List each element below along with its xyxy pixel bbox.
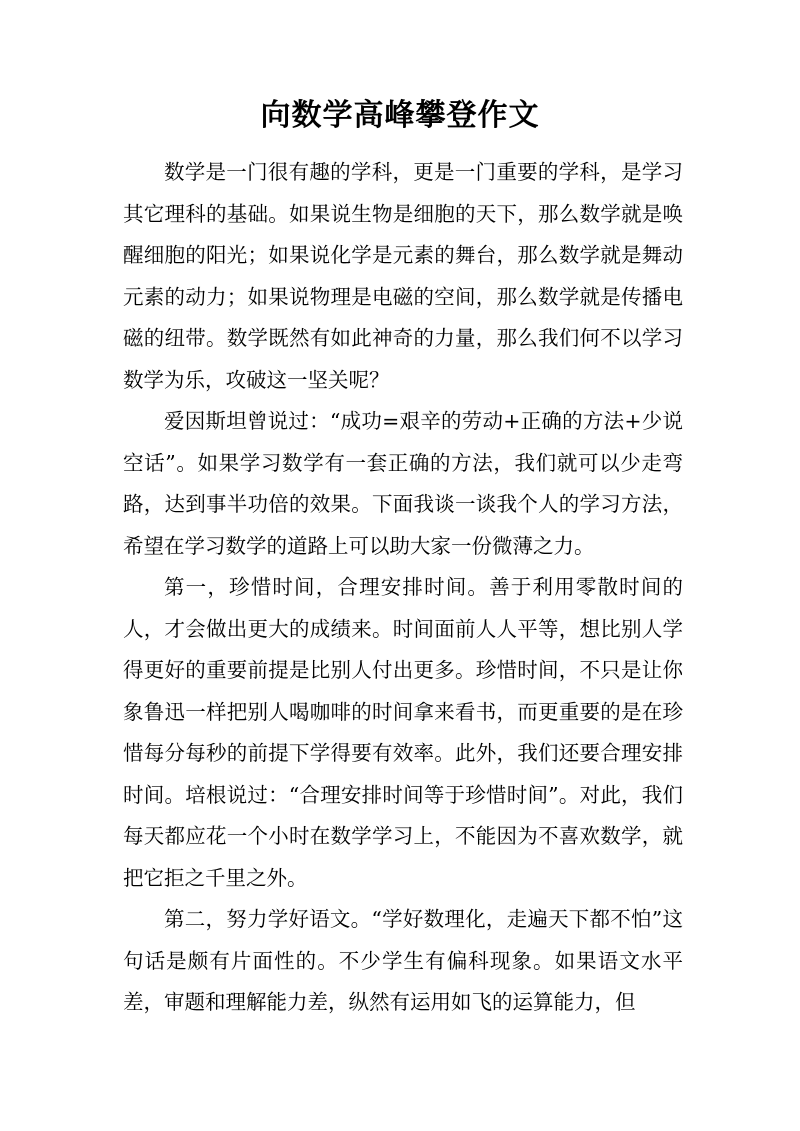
document-title: 向数学高峰攀登作文 bbox=[260, 98, 540, 133]
document-body bbox=[123, 152, 683, 1024]
paragraph-4: 第二，努力学好语文。“学好数理化，走遍天下都不怕”这句话是颇有片面性的。不少学生有偏科现象。如果语文水平差，审题和理解能力差，纵然有运用如飞的运算能力，但 bbox=[123, 907, 683, 1014]
paragraph-1: 数学是一门很有趣的学科，更是一门重要的学科，是学习其它理科的基础。如果说生物是细胞的天下，那么数学就是唤醒细胞的阳光；如果说化学是元素的舞台，那么数学就是舞动元素的动力；如果说物理是电磁的空间，那么数学就是传播电磁的纽带。数学既然有如此神奇的力量，那么我们何不以学习数学为乐，攻破这一坚关呢？ bbox=[123, 160, 683, 392]
paragraph-2: 爱因斯坦曾说过：“成功=艰辛的劳动+正确的方法+少说空话”。如果学习数学有一套正确的方法，我们就可以少走弯路，达到事半功倍的效果。下面我谈一谈我个人的学习方法，希望在学习数学的道路上可以助大家一份微薄之力。 bbox=[123, 409, 683, 558]
paragraph-3: 第一，珍惜时间，合理安排时间。善于利用零散时间的人，才会做出更大的成绩来。时间面前人人平等，想比别人学得更好的重要前提是比别人付出更多。珍惜时间，不只是让你象鲁迅一样把别人喝咖啡的时间拿来看书，而更重要的是在珍惜每分每秒的前提下学得要有效率。此外，我们还要合理安排时间。培根说过：“合理安排时间等于珍惜时间”。对此，我们每天都应花一个小时在数学学习上，不能因为不喜欢数学，就把它拒之千里之外。 bbox=[123, 575, 683, 890]
